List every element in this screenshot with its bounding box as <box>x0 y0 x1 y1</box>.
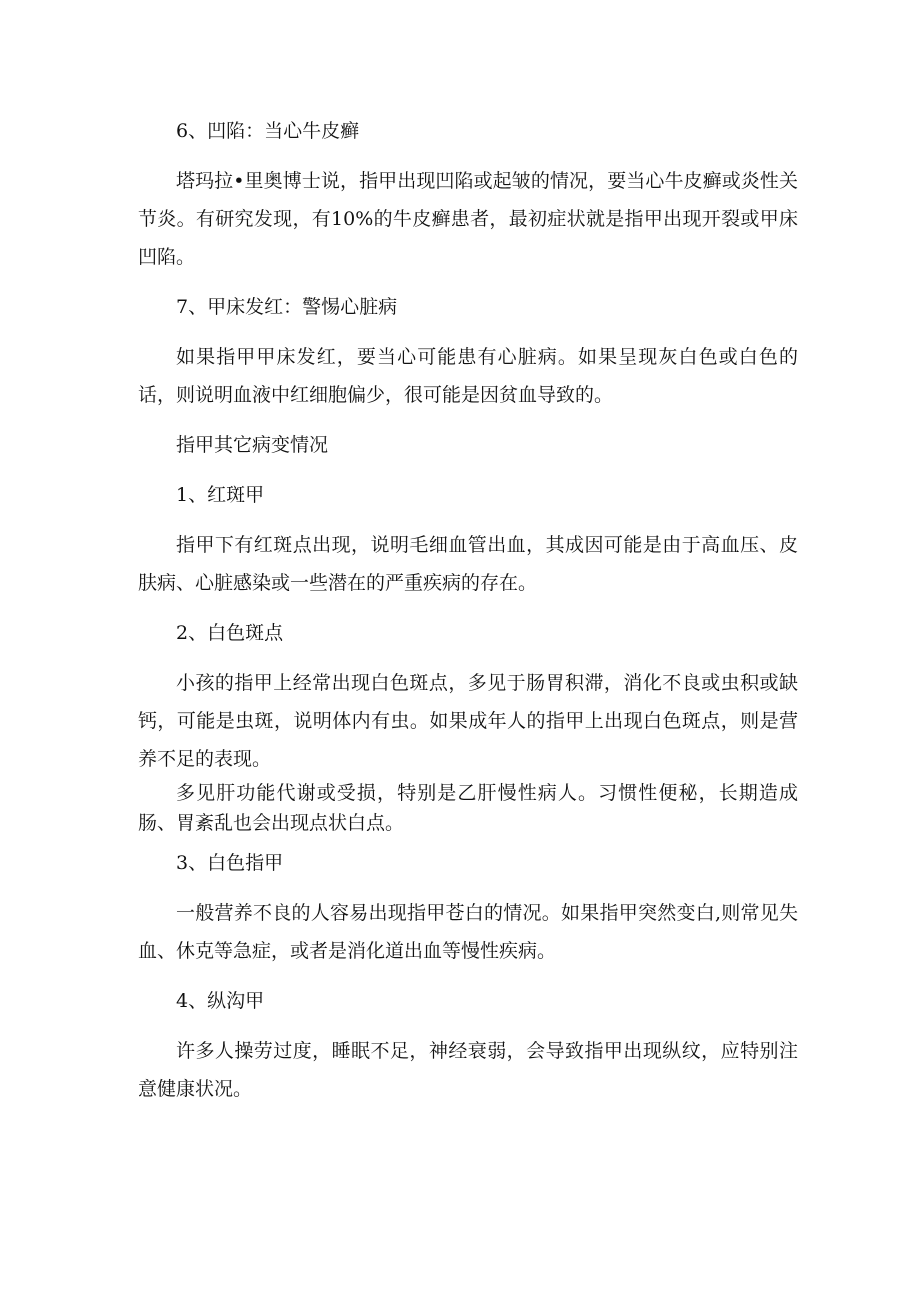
heading-2-white-spots: 2、白色斑点 <box>176 622 284 644</box>
paragraph-1: 指甲下有红斑点出现，说明毛细血管出血，其成因可能是由于高血压、皮肤病、心脏感染或一些潜在的严重疾病的存在。 <box>138 534 798 594</box>
heading-6-depression: 6、凹陷：当心牛皮癣 <box>176 120 360 142</box>
document-body <box>138 112 798 1108</box>
paragraph-6: 塔玛拉•里奥博士说，指甲出现凹陷或起皱的情况，要当心牛皮癣或炎性关节炎。有研究发现，有10%的牛皮癣患者，最初症状就是指甲出现开裂或甲床凹陷。 <box>138 170 798 268</box>
heading-3-white-nail: 3、白色指甲 <box>176 852 284 874</box>
heading-7-red-nailbed: 7、甲床发红：警惕心脏病 <box>176 296 398 318</box>
heading-1-red-spot-nail: 1、红斑甲 <box>176 484 265 506</box>
heading-4-longitudinal-groove-nail: 4、纵沟甲 <box>176 990 265 1012</box>
paragraph-3: 一般营养不良的人容易出现指甲苍白的情况。如果指甲突然变白,则常见失血、休克等急症，或者是消化道出血等慢性疾病。 <box>138 902 798 962</box>
paragraph-2b: 多见肝功能代谢或受损，特别是乙肝慢性病人。习惯性便秘，长期造成肠、胃紊乱也会出现点状白点。 <box>138 782 798 834</box>
heading-other-lesions: 指甲其它病变情况 <box>176 434 329 456</box>
paragraph-4: 许多人操劳过度，睡眠不足，神经衰弱，会导致指甲出现纵纹，应特别注意健康状况。 <box>138 1040 798 1100</box>
paragraph-7: 如果指甲甲床发红，要当心可能患有心脏病。如果呈现灰白色或白色的话，则说明血液中红细胞偏少，很可能是因贫血导致的。 <box>138 346 798 406</box>
paragraph-2a: 小孩的指甲上经常出现白色斑点，多见于肠胃积滞，消化不良或虫积或缺钙，可能是虫斑，说明体内有虫。如果成年人的指甲上出现白色斑点，则是营养不足的表现。 <box>138 672 798 770</box>
